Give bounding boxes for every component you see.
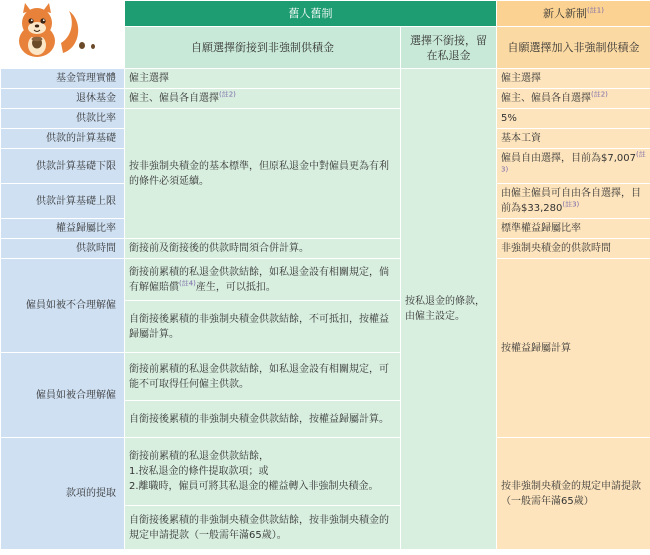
old-fund: 僱主、僱員各自選擇$^{(註2)}$ bbox=[125, 89, 401, 109]
old-unreasonable-before: 銜接前累積的私退金供款結餘，如私退金設有相關規定，倘有解僱賠償$^{(註4)}$產生，可以抵扣。 bbox=[125, 259, 401, 301]
old-management: 僱主選擇 bbox=[125, 69, 401, 89]
mascot-cell bbox=[1, 1, 125, 69]
note-2: (註2) bbox=[219, 90, 236, 99]
new-management: 僱主選擇 bbox=[497, 69, 650, 89]
row-label-basis: 供款的計算基礎 bbox=[1, 129, 125, 149]
note-4: (註4) bbox=[179, 279, 196, 288]
withdrawal-line: 銜接前累積的私退金供款結餘， bbox=[129, 451, 269, 462]
note-1: (註1) bbox=[587, 6, 604, 15]
new-system-header: 新人新制$^{(註1)}$ bbox=[497, 1, 650, 27]
new-withdrawal: 按非強制央積金的規定申請提款（一般需年滿65歲） bbox=[497, 438, 650, 550]
old-connect-subheader: 自願選擇銜接到非強制供積金 bbox=[125, 27, 401, 69]
new-rate: 5% bbox=[497, 109, 650, 129]
old-basis-merged: 按非強制央積金的基本標準，但原私退金中對僱員更為有利的條件必須延續。 bbox=[125, 109, 401, 239]
acorn-decoration bbox=[79, 39, 101, 54]
row-label-vesting: 權益歸屬比率 bbox=[1, 219, 125, 239]
row-label-management: 基金管理實體 bbox=[1, 69, 125, 89]
acorn-icon bbox=[91, 44, 95, 49]
row-label-lower-limit: 供款計算基礎下限 bbox=[1, 149, 125, 184]
row-label-withdrawal: 款項的提取 bbox=[1, 438, 125, 550]
squirrel-mascot-icon bbox=[5, 3, 85, 63]
new-basis: 基本工資 bbox=[497, 129, 650, 149]
old-withdrawal-before bbox=[125, 438, 401, 506]
old-reasonable-before: 銜接前累積的私退金供款結餘，如私退金設有相關規定，可能不可取得任何僱主供款。 bbox=[125, 353, 401, 401]
new-lower-limit: 僱員自由選擇，目前為$7,007$^{(註3)}$ bbox=[497, 149, 650, 184]
new-upper-limit: 由僱主僱員可自由各自選擇，目前為$33,280$^{(註3)}$ bbox=[497, 184, 650, 219]
withdrawal-line: 2.離職時，僱員可將其私退金的權益轉入非強制央積金。 bbox=[129, 481, 379, 492]
new-join-subheader: 自願選擇加入非強制供積金 bbox=[497, 27, 650, 69]
row-label-reasonable: 僱員如被合理解僱 bbox=[1, 353, 125, 438]
row-label-fund: 退休基金 bbox=[1, 89, 125, 109]
old-reasonable-after: 自銜接後累積的非強制央積金供款結餘，按權益歸屬計算。 bbox=[125, 401, 401, 438]
new-fund: 僱主、僱員各自選擇$^{(註2)}$ bbox=[497, 89, 650, 109]
old-withdrawal-after: 自銜接後累積的非強制央積金供款結餘，按非強制央積金的規定申請提款（一般需年滿65歲）。 bbox=[125, 506, 401, 550]
row-label-unreasonable: 僱員如被不合理解僱 bbox=[1, 259, 125, 353]
new-period: 非強制央積金的供款時間 bbox=[497, 239, 650, 259]
stay-private-fund-cell: 按私退金的條款，由僱主設定。 bbox=[401, 69, 497, 550]
old-stay-subheader: 選擇不銜接，留在私退金 bbox=[401, 27, 497, 69]
row-label-rate: 供款比率 bbox=[1, 109, 125, 129]
old-unreasonable-after: 自銜接後累積的非強制央積金供款結餘，不可抵扣，按權益歸屬計算。 bbox=[125, 301, 401, 353]
note-2: (註2) bbox=[591, 90, 608, 99]
new-vesting: 標準權益歸屬比率 bbox=[497, 219, 650, 239]
row-label-upper-limit: 供款計算基礎上限 bbox=[1, 184, 125, 219]
old-period: 銜接前及銜接後的供款時間須合併計算。 bbox=[125, 239, 401, 259]
note-3: (註3) bbox=[501, 150, 646, 174]
note-3: (註3) bbox=[562, 200, 580, 209]
old-system-header: 舊人舊制 bbox=[125, 1, 497, 27]
row-label-period: 供款時間 bbox=[1, 239, 125, 259]
withdrawal-line: 1.按私退金的條件提取款項；或 bbox=[129, 466, 269, 477]
acorn-icon bbox=[79, 42, 85, 49]
new-dismissal: 按權益歸屬計算 bbox=[497, 259, 650, 438]
